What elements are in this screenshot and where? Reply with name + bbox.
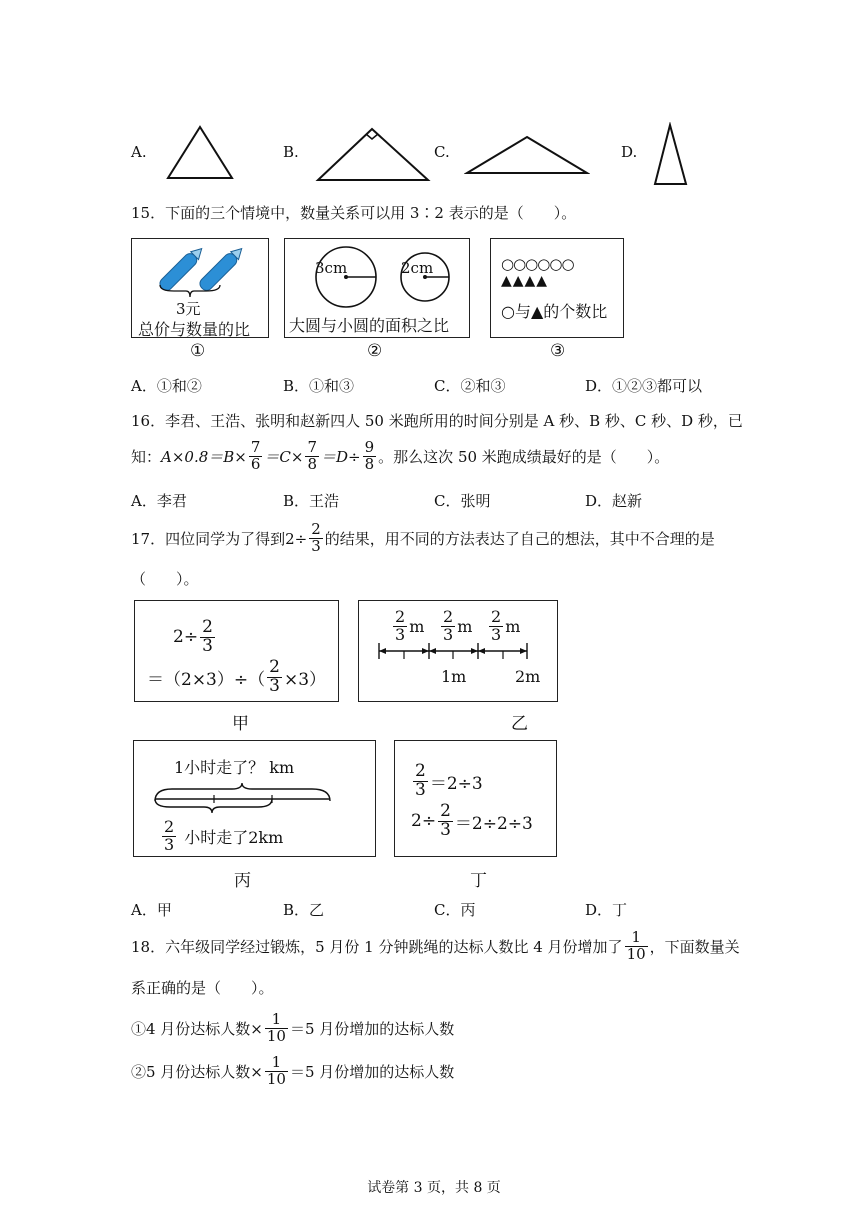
q14-option-b: B. [283, 143, 299, 161]
q16-stem: 16．李君、王浩、张明和赵新四人 50 米跑所用的时间分别是 A 秒、B 秒、C 秒、D 秒，已 [131, 412, 743, 430]
pic2-caption: 大圆与小圆的面积之比 [289, 316, 450, 335]
q16-known: 知： [131, 447, 162, 466]
page-footer: 试卷第 3 页，共 8 页 [367, 1180, 501, 1196]
big-radius: 3cm [315, 259, 348, 277]
triangle-a-icon [165, 124, 235, 182]
narrow-triangle-d-icon [651, 122, 691, 188]
q15-picture-1 [131, 238, 269, 338]
two-circles-icon [309, 245, 459, 313]
q17-panel-ding: $\frac{2}{3}$ ＝2÷3 2÷ $\frac{2}{3}$ ＝2÷2÷3 [394, 740, 557, 857]
q15-option-b: B．①和③ [283, 377, 355, 395]
q17-panel-yi: $\frac{2}{3}$ m $\frac{2}{3}$ m $\frac{2}{3}$ m 1m 2m [358, 600, 558, 702]
pic1-number: ① [190, 341, 206, 361]
q15-picture-2 [284, 238, 470, 338]
q15-stem: 15．下面的三个情境中，数量关系可以用 3∶2 表示的是（ ）。 [131, 204, 577, 222]
brace-diagram-icon [152, 781, 334, 815]
q17-option-c: C．丙 [434, 901, 476, 919]
fraction-2-3: $\frac{2}{3}$ [311, 520, 321, 555]
q15-option-c: C．②和③ [434, 377, 506, 395]
fraction-7-6: $\frac{7}{6}$ [250, 438, 261, 473]
q17-option-d: D．丁 [585, 901, 628, 919]
obtuse-triangle-c-icon [464, 134, 590, 176]
q16-option-c: C．张明 [434, 492, 491, 510]
label-yi: 乙 [511, 714, 528, 734]
q16-equation-line [131, 440, 669, 473]
triangles-row: ▲▲▲▲ [501, 273, 549, 289]
pic2-number: ② [367, 341, 383, 361]
brace-icon [158, 283, 222, 299]
q18-stem: 18．六年级同学经过锻炼，5 月份 1 分钟跳绳的达标人数比 4 月份增加了 $\frac{1}{10}$ ，下面数量关 [131, 928, 740, 963]
q17-option-b: B．乙 [283, 901, 325, 919]
number-line-icon [373, 639, 533, 663]
label-ding: 丁 [470, 871, 487, 891]
right-triangle-b-icon [315, 124, 433, 184]
q15-option-d: D．①②③都可以 [585, 377, 703, 395]
label-bing: 丙 [234, 871, 251, 891]
q17-stem: 17．四位同学为了得到2÷ $\frac{2}{3}$ 的结果，用不同的方法表达了自己的想法，其中不合理的是 [131, 520, 715, 555]
q15-picture-3 [490, 238, 624, 338]
q16-option-b: B．王浩 [283, 492, 340, 510]
q16-eq-a: A×0.8＝B× [161, 447, 247, 466]
q18-statement-1: ①4 月份达标人数× $\frac{1}{10}$ ＝5 月份增加的达标人数 [131, 1010, 455, 1045]
q16-option-d: D．赵新 [585, 492, 643, 510]
label-jia: 甲 [232, 714, 249, 734]
q18-stem-end: 系正确的是（ ）。 [131, 979, 274, 997]
pic3-number: ③ [550, 341, 566, 361]
q17-panel-jia: 2÷ $\frac{2}{3}$ ＝（2×3）÷（ $\frac{2}{3}$ ×3） [134, 600, 339, 702]
q18-statement-2: ②5 月份达标人数× $\frac{1}{10}$ ＝5 月份增加的达标人数 [131, 1053, 455, 1088]
fraction-7-8: $\frac{7}{8}$ [307, 438, 318, 473]
q17-option-a: A．甲 [131, 901, 172, 919]
pic3-caption: ○与▲的个数比 [501, 302, 608, 321]
tick-1m: 1m [441, 667, 467, 686]
q14-option-d: D. [621, 143, 638, 161]
circles-row: ○○○○○○ [501, 255, 574, 273]
q16-eq-c: ＝D÷ [321, 447, 361, 466]
small-radius: 2cm [401, 259, 434, 277]
q17-panel-bing: 1小时走了？ km $\frac{2}{3}$ 小时走了2km [133, 740, 376, 857]
q17-stem-end: （ ）。 [131, 570, 199, 588]
fraction-9-8: $\frac{9}{8}$ [364, 438, 375, 473]
q16-eq-b: ＝C× [264, 447, 304, 466]
q14-option-a: A. [131, 143, 147, 161]
q15-option-a: A．①和② [131, 377, 202, 395]
tick-2m: 2m [515, 667, 541, 686]
fraction-1-10: $\frac{1}{10}$ [626, 928, 646, 963]
q14-option-c: C. [434, 143, 450, 161]
q16-option-a: A．李君 [131, 492, 187, 510]
pic1-caption: 总价与数量的比 [138, 320, 251, 339]
q16-question: 。那么这次 50 米跑成绩最好的是（ ）。 [378, 447, 670, 466]
price-label: 3元 [176, 300, 201, 318]
